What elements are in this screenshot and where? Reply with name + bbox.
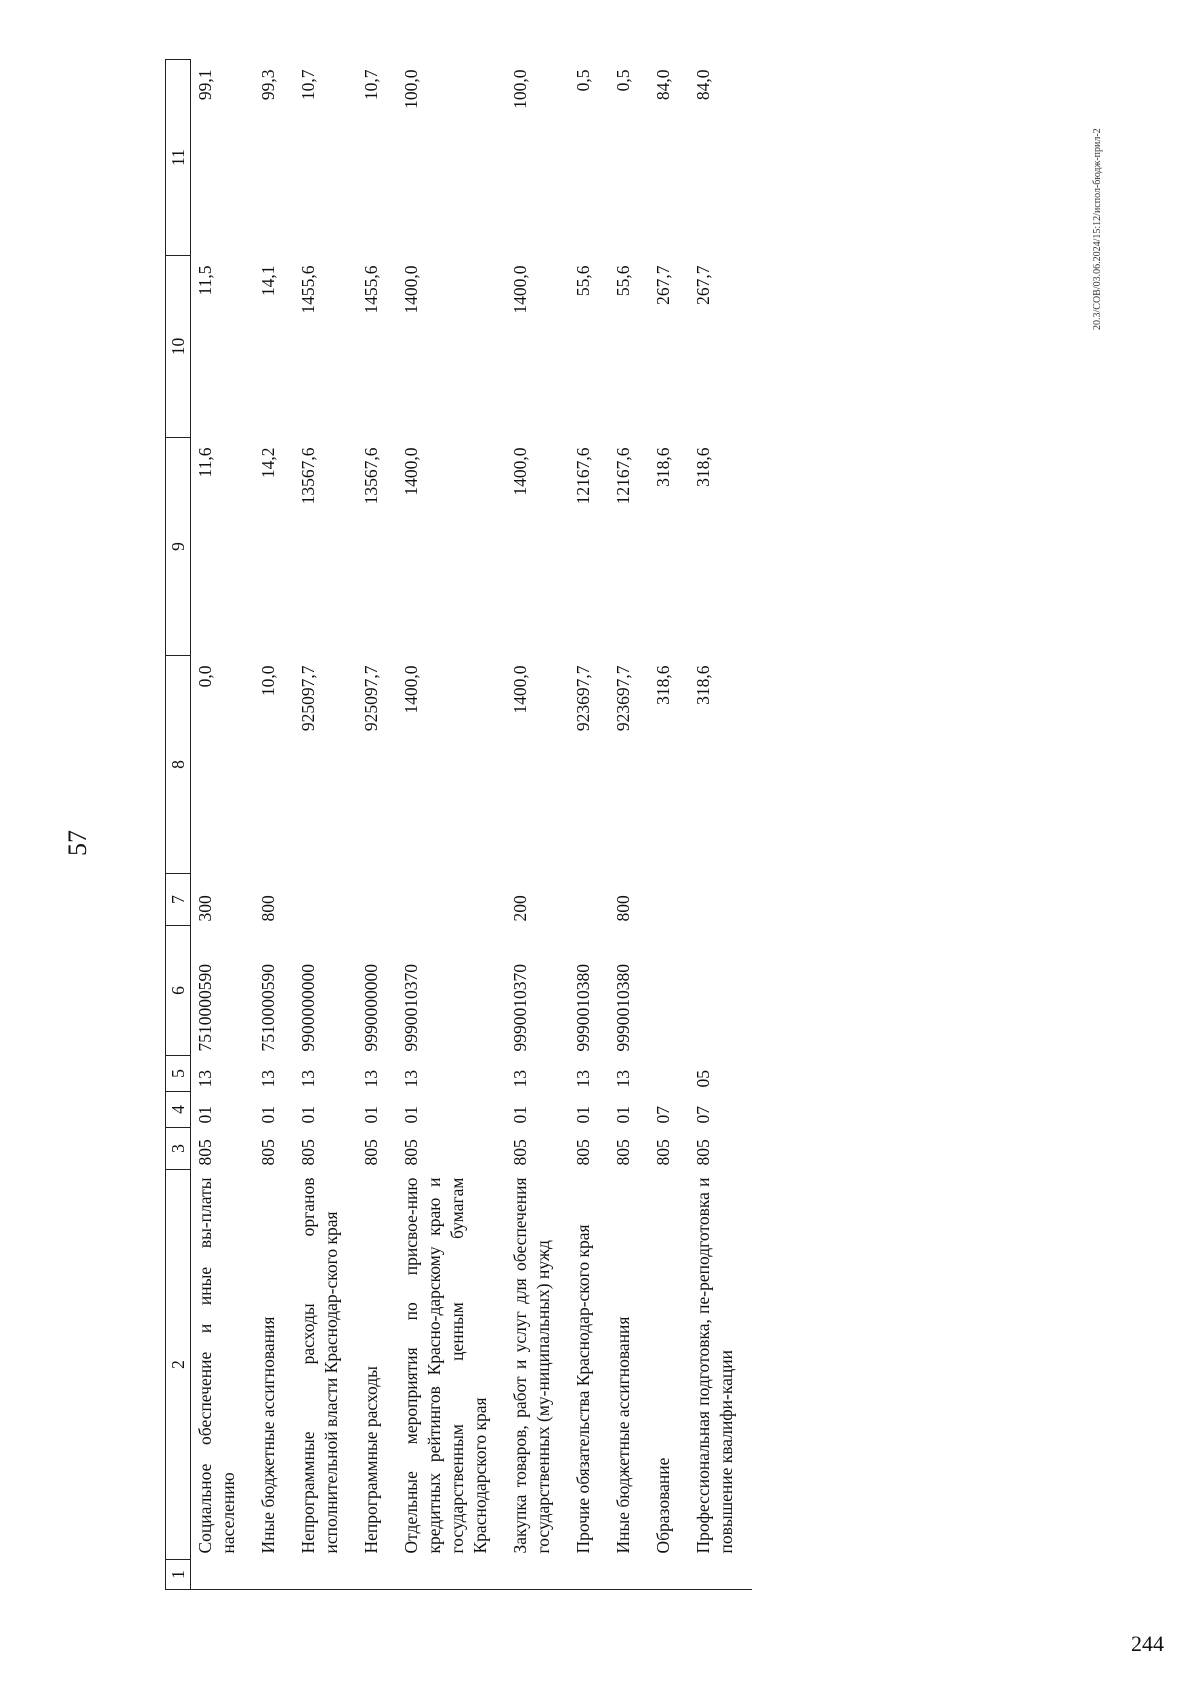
table-header-row (166, 60, 191, 1590)
execution-percent: 10,7 (361, 69, 381, 101)
target-article-code: 9990010380 (613, 964, 633, 1052)
column-header: 2 (166, 1170, 191, 1560)
department-code: 805 (510, 1139, 530, 1166)
expense-type-code (649, 874, 689, 926)
column-header: 5 (166, 1056, 191, 1092)
section-code: 01 (361, 1106, 381, 1124)
section-code: 07 (693, 1106, 713, 1124)
page-number: 57 (63, 830, 92, 856)
refined-amount: 318,6 (653, 447, 673, 487)
department-code: 805 (653, 1139, 673, 1166)
column-header: 1 (166, 1560, 191, 1590)
executed-amount: 1400,0 (401, 265, 421, 314)
table-row (649, 60, 689, 1590)
expense-name: Иные бюджетные ассигнования (613, 1316, 633, 1554)
plan-amount: 10,0 (258, 665, 278, 697)
target-article-code (689, 926, 752, 1056)
column-header: 10 (166, 256, 191, 438)
expense-name: Профессиональная подготовка, пе-реподготовка и повышение квалифи-кации (693, 1177, 736, 1554)
expense-name: Закупка товаров, работ и услуг для обеспечения государственных (му-ниципальных) нужд (510, 1177, 553, 1554)
expense-type-code (397, 874, 506, 926)
subsection-code: 13 (573, 1070, 593, 1088)
column-header: 9 (166, 438, 191, 656)
section-code: 01 (510, 1106, 530, 1124)
subsection-code: 13 (298, 1070, 318, 1088)
row-number (569, 1560, 609, 1590)
subsection-code: 13 (361, 1070, 381, 1088)
execution-percent: 0,5 (573, 69, 593, 92)
target-article-code (649, 926, 689, 1056)
execution-percent: 10,7 (298, 69, 318, 101)
refined-amount: 318,6 (693, 447, 713, 487)
subsection-code: 13 (613, 1070, 633, 1088)
plan-amount: 925097,7 (298, 665, 318, 732)
target-article-code: 9990010370 (401, 964, 421, 1052)
plan-amount: 0,0 (195, 665, 215, 688)
executed-amount: 1400,0 (510, 265, 530, 314)
sheet-number: 244 (1131, 1631, 1164, 1656)
table-row (569, 60, 609, 1590)
table-row (506, 60, 569, 1590)
executed-amount: 55,6 (573, 265, 593, 297)
execution-percent: 0,5 (613, 69, 633, 92)
row-number (294, 1560, 357, 1590)
executed-amount: 267,7 (693, 265, 713, 305)
budget-table (165, 59, 752, 1590)
section-code: 01 (613, 1106, 633, 1124)
execution-percent: 100,0 (401, 69, 421, 109)
row-number (649, 1560, 689, 1590)
plan-amount: 923697,7 (573, 665, 593, 732)
row-number (609, 1560, 649, 1590)
target-article-code: 9900000000 (298, 964, 318, 1052)
row-number (506, 1560, 569, 1590)
department-code: 805 (401, 1139, 421, 1166)
subsection-code: 13 (195, 1070, 215, 1088)
department-code: 805 (258, 1139, 278, 1166)
expense-name: Прочие обязательства Краснодар-ского края (573, 1224, 593, 1554)
table-row (689, 60, 752, 1590)
target-article-code: 9990010370 (510, 964, 530, 1052)
column-header: 8 (166, 656, 191, 874)
column-header: 11 (166, 60, 191, 256)
plan-amount: 318,6 (693, 665, 713, 705)
department-code: 805 (361, 1139, 381, 1166)
executed-amount: 11,5 (195, 265, 215, 296)
section-code: 01 (195, 1106, 215, 1124)
executed-amount: 1455,6 (361, 265, 381, 314)
section-code: 07 (653, 1106, 673, 1124)
plan-amount: 923697,7 (613, 665, 633, 732)
table-row (294, 60, 357, 1590)
section-code: 01 (401, 1106, 421, 1124)
column-header: 4 (166, 1092, 191, 1128)
expense-type-code: 200 (510, 895, 530, 922)
row-number (357, 1560, 397, 1590)
column-header: 6 (166, 926, 191, 1056)
department-code: 805 (298, 1139, 318, 1166)
expense-type-code: 800 (613, 895, 633, 922)
executed-amount: 267,7 (653, 265, 673, 305)
expense-name: Непрограммные расходы (361, 1366, 381, 1554)
section-code: 01 (573, 1106, 593, 1124)
expense-name: Иные бюджетные ассигнования (258, 1316, 278, 1554)
refined-amount: 1400,0 (510, 447, 530, 496)
column-header: 7 (166, 874, 191, 926)
refined-amount: 13567,6 (361, 447, 381, 505)
budget-table-frame (165, 60, 1145, 1590)
department-code: 805 (693, 1139, 713, 1166)
expense-type-code (294, 874, 357, 926)
column-header: 3 (166, 1128, 191, 1170)
row-number (254, 1560, 294, 1590)
execution-percent: 99,1 (195, 69, 215, 101)
table-row (254, 60, 294, 1590)
plan-amount: 318,6 (653, 665, 673, 705)
subsection-code: 13 (258, 1070, 278, 1088)
expense-name: Отдельные мероприятия по присвое-нию кредитных рейтингов Красно-дарскому краю и государственным ценным бумагам Краснодарского края (401, 1177, 490, 1554)
expense-type-code (689, 874, 752, 926)
expense-name: Социальное обеспечение и иные вы-платы населению (195, 1177, 238, 1554)
expense-type-code: 800 (258, 895, 278, 922)
table-row (609, 60, 649, 1590)
executed-amount: 1455,6 (298, 265, 318, 314)
subsection-code: 13 (510, 1070, 530, 1088)
plan-amount: 1400,0 (510, 665, 530, 714)
refined-amount: 13567,6 (298, 447, 318, 505)
row-number (689, 1560, 752, 1590)
expense-type-code (569, 874, 609, 926)
refined-amount: 1400,0 (401, 447, 421, 496)
row-number (397, 1560, 506, 1590)
document-reference-code: 20.3/СОВ/03.06.2024/15:12/испол-бюдж-прил-2 (1092, 128, 1103, 330)
refined-amount: 12167,6 (573, 447, 593, 505)
refined-amount: 14,2 (258, 447, 278, 479)
plan-amount: 1400,0 (401, 665, 421, 714)
subsection-code (649, 1056, 689, 1092)
target-article-code: 7510000590 (195, 964, 215, 1052)
execution-percent: 100,0 (510, 69, 530, 109)
executed-amount: 14,1 (258, 265, 278, 297)
department-code: 805 (195, 1139, 215, 1166)
expense-name: Образование (653, 1457, 673, 1554)
subsection-code: 05 (693, 1070, 713, 1088)
execution-percent: 84,0 (653, 69, 673, 101)
executed-amount: 55,6 (613, 265, 633, 297)
table-row (397, 60, 506, 1590)
department-code: 805 (613, 1139, 633, 1166)
expense-type-code (357, 874, 397, 926)
refined-amount: 12167,6 (613, 447, 633, 505)
department-code: 805 (573, 1139, 593, 1166)
expense-type-code: 300 (195, 895, 215, 922)
expense-name: Непрограммные расходы органов исполнительной власти Краснодар-ского края (298, 1177, 341, 1554)
section-code: 01 (298, 1106, 318, 1124)
row-number (191, 1560, 255, 1590)
target-article-code: 7510000590 (258, 964, 278, 1052)
subsection-code: 13 (401, 1070, 421, 1088)
execution-percent: 84,0 (693, 69, 713, 101)
refined-amount: 11,6 (195, 447, 215, 478)
plan-amount: 925097,7 (361, 665, 381, 732)
target-article-code: 9990010380 (573, 964, 593, 1052)
execution-percent: 99,3 (258, 69, 278, 101)
section-code: 01 (258, 1106, 278, 1124)
target-article-code: 9990000000 (361, 964, 381, 1052)
table-row (357, 60, 397, 1590)
table-row (191, 60, 255, 1590)
